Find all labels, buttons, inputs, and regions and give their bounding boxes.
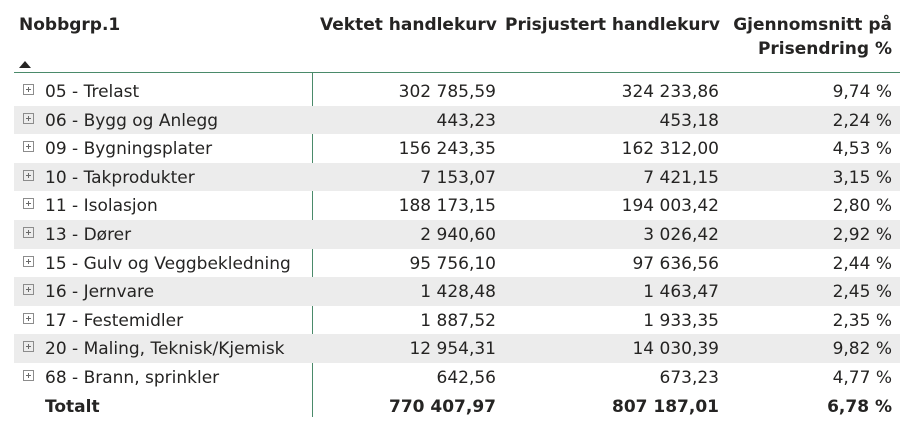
row-vektet: 1 428,48 bbox=[420, 282, 496, 303]
row-name: 20 - Maling, Teknisk/Kjemisk bbox=[45, 339, 285, 360]
row-prisjustert: 7 421,15 bbox=[643, 167, 719, 188]
row-vektet: 95 756,10 bbox=[409, 253, 496, 274]
row-prisendring: 9,74 % bbox=[832, 82, 892, 102]
total-row bbox=[14, 392, 900, 420]
expand-icon[interactable] bbox=[23, 256, 34, 267]
expand-icon[interactable] bbox=[23, 341, 34, 352]
expand-icon[interactable] bbox=[23, 141, 34, 152]
row-vektet: 2 940,60 bbox=[420, 224, 496, 245]
row-prisjustert: 194 003,42 bbox=[621, 196, 719, 217]
sort-ascending-icon[interactable] bbox=[19, 61, 31, 68]
row-vektet: 642,56 bbox=[436, 367, 496, 388]
row-prisendring: 2,35 % bbox=[832, 310, 892, 331]
table-row[interactable] bbox=[14, 363, 900, 392]
row-prisendring: 4,53 % bbox=[832, 139, 892, 160]
row-prisjustert: 97 636,56 bbox=[632, 253, 719, 274]
expand-icon[interactable] bbox=[23, 370, 34, 381]
column-header-nobbgrp[interactable]: Nobbgrp.1 bbox=[19, 15, 121, 35]
row-prisjustert: 324 233,86 bbox=[621, 82, 719, 102]
total-vektet: 770 407,97 bbox=[388, 396, 496, 417]
table-header bbox=[0, 0, 912, 74]
total-prisjustert: 807 187,01 bbox=[611, 396, 719, 417]
table-row[interactable] bbox=[14, 220, 900, 249]
expand-icon[interactable] bbox=[23, 113, 34, 124]
total-label: Totalt bbox=[45, 396, 100, 417]
row-vektet: 12 954,31 bbox=[409, 339, 496, 360]
row-prisjustert: 14 030,39 bbox=[632, 339, 719, 360]
header-divider bbox=[14, 72, 900, 73]
row-prisjustert: 1 463,47 bbox=[643, 282, 719, 303]
row-prisjustert: 3 026,42 bbox=[643, 224, 719, 245]
table-row[interactable] bbox=[14, 306, 900, 335]
column-header-vektet[interactable]: Vektet handlekurv bbox=[320, 15, 497, 35]
table-row[interactable] bbox=[14, 106, 900, 135]
row-prisendring: 4,77 % bbox=[832, 367, 892, 388]
expand-icon[interactable] bbox=[23, 227, 34, 238]
table-row[interactable] bbox=[14, 163, 900, 192]
row-vektet: 156 243,35 bbox=[398, 139, 496, 160]
row-prisendring: 2,45 % bbox=[832, 282, 892, 303]
row-prisendring: 2,92 % bbox=[832, 224, 892, 245]
column-header-prisendring[interactable]: Gjennomsnitt på Prisendring % bbox=[733, 15, 892, 59]
row-vektet: 302 785,59 bbox=[398, 82, 496, 102]
total-prisendring: 6,78 % bbox=[827, 396, 892, 417]
table-row[interactable] bbox=[14, 191, 900, 220]
table-row[interactable] bbox=[14, 334, 900, 363]
table-body bbox=[14, 77, 900, 420]
row-vektet: 188 173,15 bbox=[398, 196, 496, 217]
table-row[interactable] bbox=[14, 249, 900, 278]
row-name: 09 - Bygningsplater bbox=[45, 139, 213, 160]
row-vektet: 7 153,07 bbox=[420, 167, 496, 188]
row-name: 05 - Trelast bbox=[45, 82, 140, 102]
row-name: 15 - Gulv og Veggbekledning bbox=[45, 253, 291, 274]
table-row[interactable] bbox=[14, 134, 900, 163]
row-name: 16 - Jernvare bbox=[45, 282, 155, 303]
row-name: 17 - Festemidler bbox=[45, 310, 184, 331]
row-name: 06 - Bygg og Anlegg bbox=[45, 110, 219, 131]
row-vektet: 443,23 bbox=[436, 110, 496, 131]
row-prisendring: 3,15 % bbox=[832, 167, 892, 188]
row-name: 68 - Brann, sprinkler bbox=[45, 367, 220, 388]
row-prisendring: 9,82 % bbox=[832, 339, 892, 360]
table-row[interactable] bbox=[14, 77, 900, 106]
row-vektet: 1 887,52 bbox=[420, 310, 496, 331]
expand-icon[interactable] bbox=[23, 284, 34, 295]
expand-icon[interactable] bbox=[23, 198, 34, 209]
row-prisjustert: 673,23 bbox=[659, 367, 719, 388]
expand-icon[interactable] bbox=[23, 84, 34, 95]
row-name: 13 - Dører bbox=[45, 224, 132, 245]
row-prisjustert: 1 933,35 bbox=[643, 310, 719, 331]
row-prisendring: 2,80 % bbox=[832, 196, 892, 217]
row-name: 10 - Takprodukter bbox=[45, 167, 195, 188]
row-prisjustert: 453,18 bbox=[659, 110, 719, 131]
row-prisendring: 2,24 % bbox=[832, 110, 892, 131]
row-prisendring: 2,44 % bbox=[832, 253, 892, 274]
row-prisjustert: 162 312,00 bbox=[621, 139, 719, 160]
expand-icon[interactable] bbox=[23, 313, 34, 324]
row-name: 11 - Isolasjon bbox=[45, 196, 158, 217]
column-header-prisjustert[interactable]: Prisjustert handlekurv bbox=[505, 15, 720, 35]
expand-icon[interactable] bbox=[23, 170, 34, 181]
table-row[interactable] bbox=[14, 277, 900, 306]
